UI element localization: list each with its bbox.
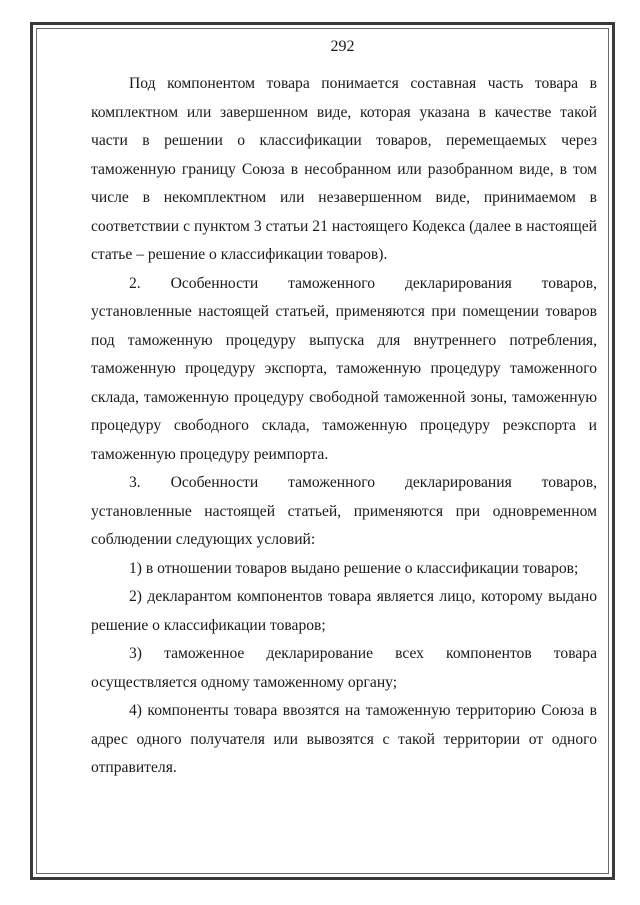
- paragraph-condition-4: 4) компоненты товара ввозятся на таможенную территорию Союза в адрес одного получателя или вывозятся с такой территории от одного отправителя.: [91, 702, 597, 776]
- document-body: [91, 70, 597, 783]
- page-number: 292: [330, 38, 355, 55]
- paragraph-item-3: 3. Особенности таможенного декларирования товаров, установленные настоящей статьей, применяются при одновременном соблюдении следующих условий:: [91, 474, 597, 548]
- paragraph-condition-1: 1) в отношении товаров выдано решение о классификации товаров;: [129, 559, 579, 577]
- paragraph-condition-3: 3) таможенное декларирование всех компонентов товара осуществляется одному таможенному органу;: [91, 645, 597, 691]
- paragraph-component-definition: Под компонентом товара понимается составная часть товара в комплектном или завершенном виде, которая указана в качестве такой части в решении о классификации товаров, перемещаемых через таможенную границу Союза в несобранном или разобранном виде, в том числе в некомплектном или незавершенном виде, принимаемом в соответствии с пунктом 3 статьи 21 настоящего Кодекса (далее в настоящей статье – решение о классификации товаров).: [91, 75, 597, 263]
- paragraph-item-2: 2. Особенности таможенного декларирования товаров, установленные настоящей статьей, применяются при помещении товаров под таможенную процедуру выпуска для внутреннего потребления, таможенную процедуру экспорта, таможенную процедуру таможенного склада, таможенную процедуру свободной таможенной зоны, таможенную процедуру свободного склада, таможенную процедуру реэкспорта и таможенную процедуру реимпорта.: [91, 274, 597, 463]
- paragraph-condition-2: 2) декларантом компонентов товара является лицо, которому выдано решение о классификации товаров;: [91, 588, 597, 634]
